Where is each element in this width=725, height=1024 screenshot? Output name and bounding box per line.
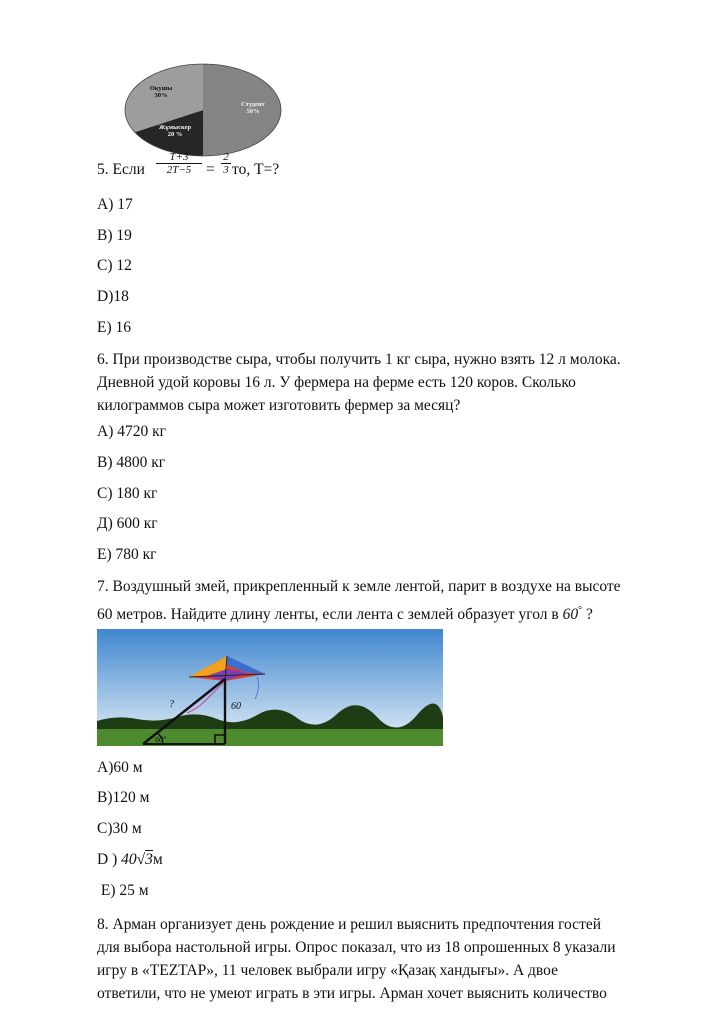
q5-suffix: то, Т=? xyxy=(232,161,280,178)
q7-option-c: C)30 м xyxy=(97,820,142,837)
q5-fraction-lhs xyxy=(156,151,202,176)
q7-question-mark: ? xyxy=(585,606,593,624)
pie-label-worker: Жұмыскер xyxy=(158,124,192,131)
q8-line-1: 8. Арман организует день рождение и решил выяснить предпочтения гостей xyxy=(97,916,602,933)
kite-unknown-label: ? xyxy=(169,699,174,710)
kite-illustration xyxy=(97,629,443,746)
q5-prefix: 5. Если xyxy=(97,161,145,178)
q5-option-c: C) 12 xyxy=(97,257,132,274)
q5-frac1-numerator: T+3 xyxy=(169,151,189,163)
pie-label-student: Студент xyxy=(241,101,265,108)
q6-option-a: A) 4720 кг xyxy=(97,423,166,440)
pie-chart xyxy=(123,62,283,163)
q5-frac1-denominator: 2T−5 xyxy=(156,163,202,176)
q6-line-3: килограммов сыра может изготовить фермер за месяц? xyxy=(97,397,461,414)
q7-option-d-unit: м xyxy=(152,851,163,868)
q8-line-2: для выбора настольной игры. Опрос показал, что из 18 опрошенных 8 указали xyxy=(97,939,616,956)
kite-angle-label: 60° xyxy=(155,735,167,744)
pie-value-okushy: 30% xyxy=(154,92,168,99)
q6-option-d: Д) 600 кг xyxy=(97,515,158,532)
q7-angle: 60 xyxy=(562,606,579,624)
q5-frac2-denominator: 3 xyxy=(221,163,231,176)
pie-value-worker: 20 % xyxy=(167,131,183,138)
q5-option-e: E) 16 xyxy=(97,319,132,336)
kite-height-label: 60 xyxy=(231,701,241,712)
q5-equals: = xyxy=(206,161,215,178)
q7-option-d-prefix: D ) xyxy=(97,851,122,868)
q7-option-b: B)120 м xyxy=(97,789,150,806)
q6-line-2: Дневной удой коровы 16 л. У фермера на ферме есть 120 коров. Сколько xyxy=(97,374,576,391)
q6-option-c: C) 180 кг xyxy=(97,485,158,502)
q5-option-b: B) 19 xyxy=(97,227,132,244)
q6-option-e: E) 780 кг xyxy=(97,546,157,563)
q5-option-a: A) 17 xyxy=(97,196,133,213)
q7-line-1: 7. Воздушный змей, прикрепленный к земле лентой, парит в воздухе на высоте xyxy=(97,578,621,595)
q5-option-d: D)18 xyxy=(97,288,129,305)
pie-chart-svg xyxy=(123,62,283,158)
q6-option-b: B) 4800 кг xyxy=(97,454,166,471)
q7-option-a: A)60 м xyxy=(97,759,143,776)
q7-line-2 xyxy=(97,599,593,626)
sqrt-symbol: √ xyxy=(136,851,146,868)
pie-slice xyxy=(203,62,283,158)
q5-fraction-rhs xyxy=(221,151,231,176)
q7-option-e: E) 25 м xyxy=(97,882,149,899)
pie-value-student: 50% xyxy=(246,108,260,115)
q5-frac2-numerator: 2 xyxy=(223,151,229,163)
q7-option-d xyxy=(97,851,163,869)
q7-option-d-coef: 40 xyxy=(121,851,137,868)
q8-line-4: ответили, что не умеют играть в эти игры. Арман хочет выяснить количество xyxy=(97,985,607,1002)
q7-option-d-radicand: 3 xyxy=(145,851,153,868)
q7-line-2-text: 60 метров. Найдите длину ленты, если лента с землей образует угол в xyxy=(97,606,559,624)
q6-line-1: 6. При производстве сыра, чтобы получить 1 кг сыра, нужно взять 12 л молока. xyxy=(97,351,621,368)
q7-degree: ° xyxy=(578,605,583,616)
q8-line-3: игру в «TEZTAP», 11 человек выбрали игру «Қазақ хандығы». А двое xyxy=(97,962,558,979)
pie-label-okushy: Оқушы xyxy=(149,85,173,92)
kite-illustration-svg xyxy=(97,629,443,746)
